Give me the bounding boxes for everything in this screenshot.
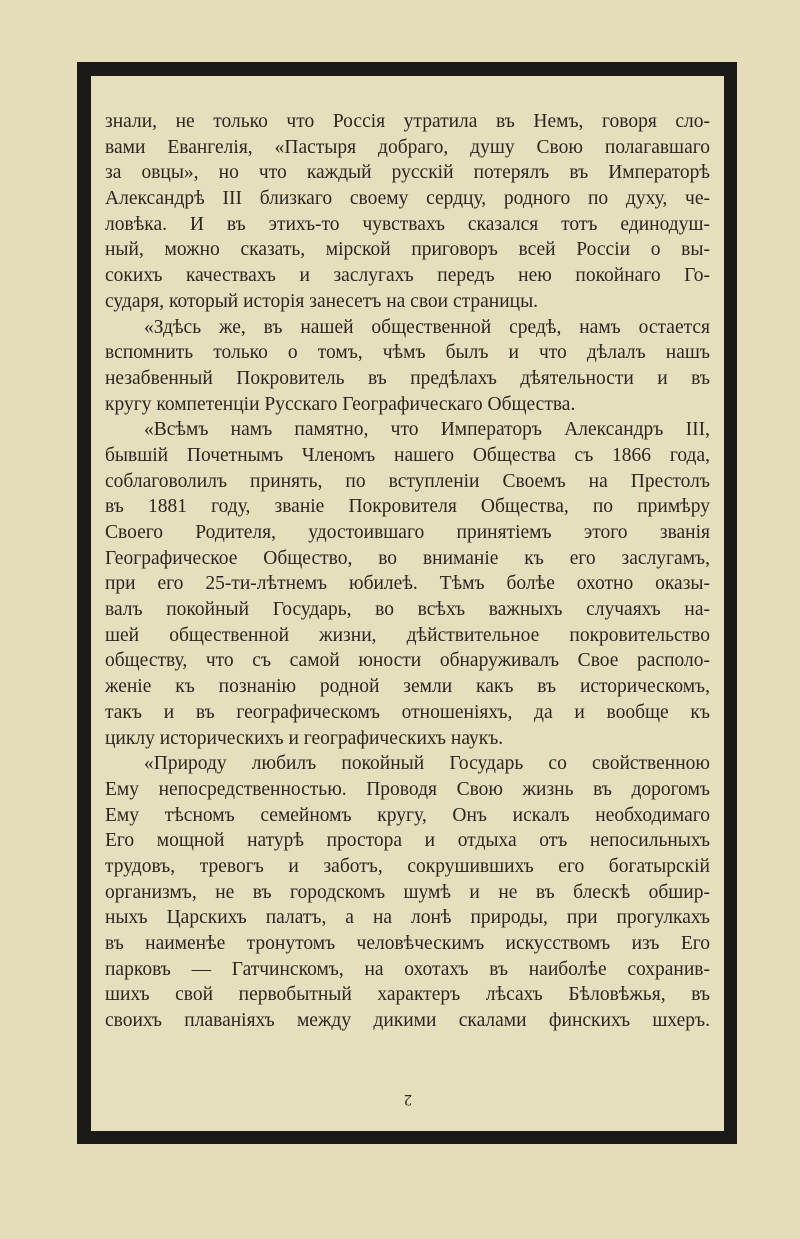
text-line: соблаговолилъ принять, по вступленіи Своемъ на Престолъ bbox=[105, 470, 710, 492]
page-number: 2 bbox=[404, 1091, 412, 1108]
text-line: Его мощной натурѣ простора и отдыха отъ непосильныхъ bbox=[105, 830, 710, 852]
text-line: въ наименѣе тронутомъ человѣческимъ искусствомъ изъ Его bbox=[105, 933, 710, 954]
text-line: Ему непосредственностью. Проводя Свою жизнь въ дорогомъ bbox=[105, 778, 710, 800]
text-line: бывшій Почетнымъ Членомъ нашего Общества съ 1866 года, bbox=[105, 444, 710, 466]
text-line: «Природу любилъ покойный Государь со свойственною bbox=[144, 753, 710, 775]
text-line: организмъ, не въ городскомъ шумѣ и не въ блескѣ обшир- bbox=[105, 881, 710, 903]
text-line: вами Евангелія, «Пастыря добраго, душу Свою полагавшаго bbox=[105, 136, 710, 158]
text-line: «Всѣмъ намъ памятно, что Императоръ Александръ III, bbox=[144, 419, 710, 441]
text-line: валъ покойный Государь, во всѣхъ важныхъ случаяхъ на- bbox=[105, 599, 710, 621]
text-line: вспомнить только о томъ, чѣмъ былъ и что дѣлалъ нашъ bbox=[105, 342, 710, 364]
text-line: циклу историческихъ и географическихъ наукъ. bbox=[105, 727, 504, 749]
text-line: своихъ плаваніяхъ между дикими скалами финскихъ шхеръ. bbox=[105, 1010, 710, 1032]
text-line: сударя, который исторія занесетъ на свои страницы. bbox=[105, 290, 539, 312]
text-line: Своего Родителя, удостоившаго принятіемъ этого званія bbox=[105, 522, 710, 543]
text-line: трудовъ, тревогъ и заботъ, сокрушившихъ его богатырскій bbox=[105, 855, 710, 877]
text-line: «Здѣсь же, въ нашей общественной средѣ, намъ остается bbox=[144, 316, 710, 338]
text-line: обществу, что съ самой юности обнаруживалъ Свое располо- bbox=[105, 650, 710, 672]
text-line: такъ и въ географическомъ отношеніяхъ, да и вообще къ bbox=[105, 701, 710, 723]
text-line: Александрѣ III близкаго своему сердцу, родного по духу, че- bbox=[105, 188, 710, 210]
text-line: въ 1881 году, званіе Покровителя Общества, по примѣру bbox=[105, 496, 710, 518]
text-line: сокихъ качествахъ и заслугахъ передъ нею покойнаго Го- bbox=[105, 265, 710, 287]
text-line: Географическое Общество, во вниманіе къ его заслугамъ, bbox=[105, 547, 710, 569]
text-line: незабвенный Покровитель въ предѣлахъ дѣятельности и въ bbox=[105, 367, 710, 389]
text-line: ный, можно сказать, мірской приговоръ всей Россіи о вы- bbox=[105, 239, 710, 261]
text-line: ловѣка. И въ этихъ-то чувствахъ сказался тотъ единодуш- bbox=[105, 213, 710, 235]
text-line: знали, не только что Россія утратила въ Немъ, говоря сло- bbox=[105, 111, 710, 132]
text-line: шей общественной жизни, дѣйствительное покровительство bbox=[105, 624, 710, 646]
text-line: парковъ — Гатчинскомъ, на охотахъ въ наиболѣе сохранив- bbox=[105, 958, 710, 980]
text-line: женіе къ познанію родной земли какъ въ историческомъ, bbox=[105, 676, 710, 698]
body-text bbox=[105, 109, 710, 1034]
text-line: за овцы», но что каждый русскій потерялъ въ Императорѣ bbox=[105, 162, 710, 184]
text-line: Ему тѣсномъ семейномъ кругу, Онъ искалъ необходимаго bbox=[105, 804, 710, 826]
text-line: ныхъ Царскихъ палатъ, а на лонѣ природы, при прогулкахъ bbox=[105, 907, 710, 929]
text-line: кругу компетенціи Русскаго Географическаго Общества. bbox=[105, 393, 576, 415]
text-line: при его 25-ти-лѣтнемъ юбилеѣ. Тѣмъ болѣе охотно оказы- bbox=[105, 573, 710, 595]
text-line: шихъ свой первобытный характеръ лѣсахъ Бѣловѣжья, въ bbox=[105, 984, 710, 1006]
